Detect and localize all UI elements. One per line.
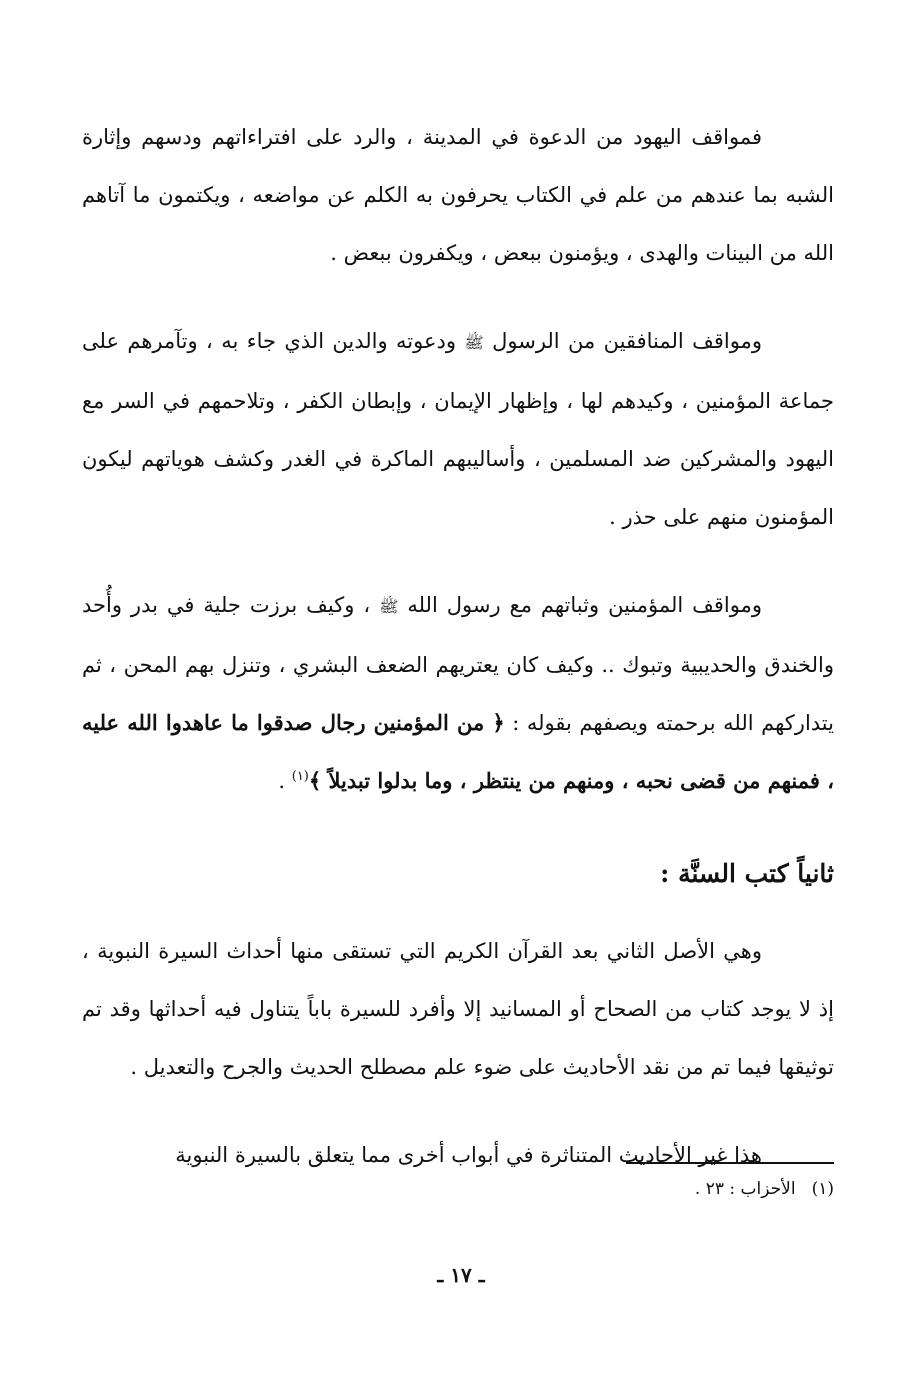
page-number: ـ ١٧ ـ [437, 1263, 485, 1287]
blessing-glyph: ﷺ [379, 597, 399, 616]
paragraph-believers-text-start: ومواقف المؤمنين وثباتهم مع رسول الله [398, 593, 763, 617]
page-body [82, 108, 834, 1214]
section-heading: ثانياً كتب السنَّة : [660, 859, 834, 888]
paragraph-hypocrites [82, 312, 834, 546]
paragraph-believers [82, 576, 834, 810]
paragraph-believers-text-middle: ، وكيف برزت جلية في بدر وأُحد والخندق والحديبية وتبوك .. وكيف كان يعتريهم الضعف البشري ، وتنزل بهم المحن ، ثم يتداركهم الله برحمته ويصفهم بقوله : [82, 593, 834, 735]
footnote-text: الأحزاب : ٢٣ . [694, 1179, 796, 1199]
quote-close-bracket: ﴾ [308, 768, 322, 793]
paragraph-sunnah: وهي الأصل الثاني بعد القرآن الكريم التي تستقى منها أحداث السيرة النبوية ، إذ لا يوجد كتاب من الصحاح أو المسانيد إلا وأفرد للسيرة باباً يتناول فيه أحداثها وقد تم توثيقها فيما تم من نقد الأحاديث على ضوء علم مصطلح الحديث والجرح والتعديل . [82, 939, 834, 1079]
quote-text: من المؤمنين رجال صدقوا ما عاهدوا الله عليه ، فمنهم من قضى نحبه ، ومنهم من ينتظر ، وما بدلوا تبديلاً [82, 710, 834, 793]
quote-open-bracket: ﴿ [492, 710, 505, 735]
paragraph-hypocrites-text-start: ومواقف المنافقين من الرسول [483, 329, 762, 353]
paragraph-scattered-hadith: هذا غير الأحاديث المتناثرة في أبواب أخرى مما يتعلق بالسيرة النبوية [175, 1143, 762, 1167]
footnote-number: (١) [811, 1179, 834, 1199]
paragraph-hypocrites-text-end: ودعوته والدين الذي جاء به ، وتآمرهم على جماعة المؤمنين ، وكيدهم لها ، وإظهار الإيمان ، وإبطان الكفر ، وتلاحمهم في السر مع اليهود والمشركين ضد المسلمين ، وأساليبهم الماكرة في الغدر وكشف هوياتهم ليكون المؤمنون منهم على حذر . [82, 329, 834, 529]
paragraph-jews: فمواقف اليهود من الدعوة في المدينة ، والرد على افتراءاتهم ودسهم وإثارة الشبه بما عندهم من علم في الكتاب يحرفون به الكلم عن مواضعه ، ويكتمون ما آتاهم الله من البينات والهدى ، ويؤمنون ببعض ، ويكفرون ببعض . [82, 125, 835, 265]
footnote-reference: (١) [291, 769, 309, 784]
footnote [695, 1176, 834, 1202]
blessing-glyph: ﷺ [464, 333, 484, 352]
footnote-divider [626, 1162, 834, 1164]
paragraph-believers-text-end: . [278, 769, 292, 793]
